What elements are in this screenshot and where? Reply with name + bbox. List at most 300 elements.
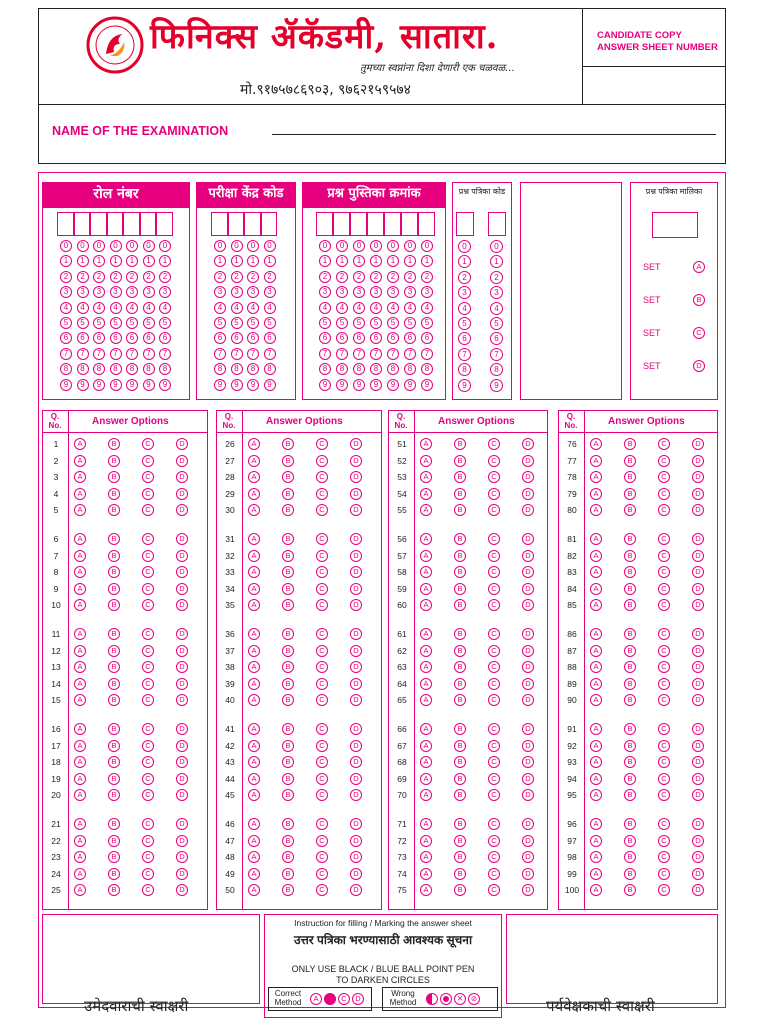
answer-bubble[interactable]: D xyxy=(350,438,362,450)
booklet-digit-bubble[interactable]: 6 xyxy=(353,332,365,344)
answer-bubble[interactable]: A xyxy=(420,645,432,657)
answer-bubble[interactable]: C xyxy=(316,583,328,595)
answer-bubble[interactable]: D xyxy=(350,583,362,595)
center-digit-bubble[interactable]: 7 xyxy=(214,348,226,360)
answer-bubble[interactable]: A xyxy=(248,723,260,735)
answer-bubble[interactable]: D xyxy=(522,723,534,735)
answer-bubble[interactable]: A xyxy=(420,599,432,611)
booklet-digit-bubble[interactable]: 8 xyxy=(404,363,416,375)
answer-bubble[interactable]: D xyxy=(350,471,362,483)
center-digit-bubble[interactable]: 5 xyxy=(231,317,243,329)
answer-bubble[interactable]: D xyxy=(692,740,704,752)
center-digit-bubble[interactable]: 9 xyxy=(214,379,226,391)
center-digit-bubble[interactable]: 9 xyxy=(231,379,243,391)
answer-bubble[interactable]: A xyxy=(74,488,86,500)
answer-bubble[interactable]: B xyxy=(624,471,636,483)
booklet-digit-bubble[interactable]: 5 xyxy=(404,317,416,329)
booklet-digit-bubble[interactable]: 4 xyxy=(353,302,365,314)
answer-bubble[interactable]: A xyxy=(74,835,86,847)
answer-bubble[interactable]: B xyxy=(624,868,636,880)
roll-digit-bubble[interactable]: 6 xyxy=(110,332,122,344)
exam-name-field[interactable] xyxy=(272,134,716,135)
answer-bubble[interactable]: D xyxy=(350,661,362,673)
answer-bubble[interactable]: B xyxy=(624,678,636,690)
paper-code-digit-bubble[interactable]: 2 xyxy=(458,271,471,284)
roll-digit-bubble[interactable]: 7 xyxy=(60,348,72,360)
answer-bubble[interactable]: C xyxy=(142,835,154,847)
roll-digit-bubble[interactable]: 4 xyxy=(159,302,171,314)
roll-digit-bubble[interactable]: 5 xyxy=(126,317,138,329)
answer-bubble[interactable]: C xyxy=(142,884,154,896)
paper-code-digit-bubble[interactable]: 4 xyxy=(490,302,503,315)
answer-bubble[interactable]: C xyxy=(316,740,328,752)
roll-digit-bubble[interactable]: 2 xyxy=(60,271,72,283)
answer-bubble[interactable]: D xyxy=(522,756,534,768)
answer-bubble[interactable]: C xyxy=(658,851,670,863)
booklet-digit-bubble[interactable]: 1 xyxy=(319,255,331,267)
answer-bubble[interactable]: B xyxy=(624,661,636,673)
answer-bubble[interactable]: B xyxy=(624,438,636,450)
answer-bubble[interactable]: A xyxy=(248,645,260,657)
answer-bubble[interactable]: C xyxy=(488,661,500,673)
answer-bubble[interactable]: D xyxy=(692,471,704,483)
answer-bubble[interactable]: C xyxy=(658,678,670,690)
center-digit-bubble[interactable]: 5 xyxy=(214,317,226,329)
answer-bubble[interactable]: C xyxy=(658,740,670,752)
answer-bubble[interactable]: D xyxy=(350,723,362,735)
roll-digit-bubble[interactable]: 6 xyxy=(159,332,171,344)
answer-bubble[interactable]: B xyxy=(454,678,466,690)
answer-bubble[interactable]: B xyxy=(108,661,120,673)
answer-bubble[interactable]: B xyxy=(108,773,120,785)
answer-bubble[interactable]: B xyxy=(624,756,636,768)
paper-code-digit-bubble[interactable]: 9 xyxy=(458,379,471,392)
answer-bubble[interactable]: D xyxy=(176,884,188,896)
answer-bubble[interactable]: C xyxy=(316,488,328,500)
booklet-digit-bubble[interactable]: 4 xyxy=(387,302,399,314)
answer-bubble[interactable]: D xyxy=(176,645,188,657)
booklet-digit-bubble[interactable]: 0 xyxy=(336,240,348,252)
answer-bubble[interactable]: B xyxy=(454,455,466,467)
answer-bubble[interactable]: D xyxy=(522,818,534,830)
answer-bubble[interactable]: B xyxy=(454,773,466,785)
booklet-digit-bubble[interactable]: 5 xyxy=(387,317,399,329)
answer-bubble[interactable]: B xyxy=(454,488,466,500)
roll-digit-bubble[interactable]: 8 xyxy=(110,363,122,375)
answer-bubble[interactable]: C xyxy=(142,455,154,467)
answer-bubble[interactable]: C xyxy=(658,488,670,500)
answer-bubble[interactable]: C xyxy=(316,818,328,830)
paper-code-write-box[interactable] xyxy=(488,212,506,236)
answer-bubble[interactable]: D xyxy=(692,756,704,768)
answer-bubble[interactable]: C xyxy=(488,756,500,768)
answer-bubble[interactable]: C xyxy=(142,851,154,863)
answer-bubble[interactable]: C xyxy=(658,773,670,785)
answer-bubble[interactable]: C xyxy=(488,533,500,545)
answer-bubble[interactable]: C xyxy=(658,835,670,847)
answer-bubble[interactable]: A xyxy=(74,438,86,450)
answer-bubble[interactable]: B xyxy=(108,488,120,500)
answer-bubble[interactable]: C xyxy=(316,884,328,896)
paper-code-digit-bubble[interactable]: 4 xyxy=(458,302,471,315)
answer-bubble[interactable]: A xyxy=(590,884,602,896)
answer-bubble[interactable]: B xyxy=(282,566,294,578)
center-digit-bubble[interactable]: 6 xyxy=(231,332,243,344)
answer-bubble[interactable]: A xyxy=(74,566,86,578)
answer-bubble[interactable]: A xyxy=(74,756,86,768)
answer-bubble[interactable]: B xyxy=(282,678,294,690)
booklet-digit-bubble[interactable]: 3 xyxy=(319,286,331,298)
roll-digit-bubble[interactable]: 5 xyxy=(77,317,89,329)
answer-bubble[interactable]: D xyxy=(350,488,362,500)
roll-digit-bubble[interactable]: 2 xyxy=(110,271,122,283)
center-digit-bubble[interactable]: 9 xyxy=(247,379,259,391)
roll-digit-bubble[interactable]: 9 xyxy=(93,379,105,391)
roll-digit-bubble[interactable]: 4 xyxy=(126,302,138,314)
answer-bubble[interactable]: A xyxy=(420,661,432,673)
roll-digit-bubble[interactable]: 0 xyxy=(60,240,72,252)
booklet-digit-bubble[interactable]: 6 xyxy=(421,332,433,344)
answer-bubble[interactable]: B xyxy=(282,818,294,830)
booklet-write-box[interactable] xyxy=(384,212,401,236)
answer-bubble[interactable]: A xyxy=(420,740,432,752)
answer-bubble[interactable]: A xyxy=(420,835,432,847)
answer-bubble[interactable]: B xyxy=(454,818,466,830)
answer-bubble[interactable]: B xyxy=(108,740,120,752)
series-set-bubble[interactable]: D xyxy=(693,360,705,372)
roll-digit-bubble[interactable]: 1 xyxy=(93,255,105,267)
answer-bubble[interactable]: D xyxy=(522,789,534,801)
answer-bubble[interactable]: B xyxy=(108,723,120,735)
answer-bubble[interactable]: A xyxy=(74,628,86,640)
answer-bubble[interactable]: C xyxy=(658,504,670,516)
answer-bubble[interactable]: A xyxy=(74,471,86,483)
booklet-digit-bubble[interactable]: 0 xyxy=(387,240,399,252)
booklet-digit-bubble[interactable]: 7 xyxy=(319,348,331,360)
answer-bubble[interactable]: A xyxy=(248,789,260,801)
booklet-digit-bubble[interactable]: 4 xyxy=(319,302,331,314)
answer-bubble[interactable]: A xyxy=(590,835,602,847)
answer-bubble[interactable]: D xyxy=(692,455,704,467)
answer-bubble[interactable]: D xyxy=(350,851,362,863)
answer-bubble[interactable]: C xyxy=(316,628,328,640)
answer-bubble[interactable]: B xyxy=(108,694,120,706)
answer-bubble[interactable]: A xyxy=(74,789,86,801)
answer-bubble[interactable]: B xyxy=(624,740,636,752)
answer-bubble[interactable]: D xyxy=(692,723,704,735)
answer-bubble[interactable]: A xyxy=(590,504,602,516)
answer-bubble[interactable]: C xyxy=(488,835,500,847)
answer-bubble[interactable]: C xyxy=(142,756,154,768)
answer-bubble[interactable]: B xyxy=(108,504,120,516)
booklet-digit-bubble[interactable]: 3 xyxy=(370,286,382,298)
answer-bubble[interactable]: D xyxy=(176,835,188,847)
answer-bubble[interactable]: D xyxy=(692,583,704,595)
answer-bubble[interactable]: C xyxy=(142,628,154,640)
answer-bubble[interactable]: C xyxy=(658,789,670,801)
answer-bubble[interactable]: A xyxy=(248,678,260,690)
answer-bubble[interactable]: B xyxy=(624,566,636,578)
answer-bubble[interactable]: D xyxy=(176,851,188,863)
booklet-digit-bubble[interactable]: 7 xyxy=(387,348,399,360)
center-digit-bubble[interactable]: 8 xyxy=(231,363,243,375)
answer-bubble[interactable]: D xyxy=(522,868,534,880)
answer-bubble[interactable]: C xyxy=(316,851,328,863)
booklet-digit-bubble[interactable]: 3 xyxy=(421,286,433,298)
answer-bubble[interactable]: B xyxy=(624,533,636,545)
answer-bubble[interactable]: A xyxy=(74,723,86,735)
answer-bubble[interactable]: C xyxy=(658,438,670,450)
answer-bubble[interactable]: D xyxy=(350,566,362,578)
answer-bubble[interactable]: B xyxy=(624,851,636,863)
answer-bubble[interactable]: B xyxy=(108,455,120,467)
answer-bubble[interactable]: A xyxy=(74,583,86,595)
answer-bubble[interactable]: D xyxy=(522,488,534,500)
paper-code-digit-bubble[interactable]: 5 xyxy=(490,317,503,330)
answer-bubble[interactable]: A xyxy=(420,550,432,562)
answer-bubble[interactable]: B xyxy=(108,583,120,595)
booklet-digit-bubble[interactable]: 6 xyxy=(336,332,348,344)
answer-bubble[interactable]: D xyxy=(522,533,534,545)
answer-bubble[interactable]: B xyxy=(282,504,294,516)
center-digit-bubble[interactable]: 0 xyxy=(247,240,259,252)
answer-bubble[interactable]: B xyxy=(624,835,636,847)
answer-bubble[interactable]: A xyxy=(420,488,432,500)
booklet-digit-bubble[interactable]: 9 xyxy=(387,379,399,391)
answer-bubble[interactable]: C xyxy=(488,599,500,611)
answer-bubble[interactable]: A xyxy=(420,884,432,896)
answer-bubble[interactable]: C xyxy=(658,723,670,735)
paper-code-digit-bubble[interactable]: 6 xyxy=(458,332,471,345)
answer-bubble[interactable]: A xyxy=(248,504,260,516)
answer-bubble[interactable]: D xyxy=(176,661,188,673)
answer-bubble[interactable]: D xyxy=(522,599,534,611)
answer-bubble[interactable]: B xyxy=(282,723,294,735)
center-digit-bubble[interactable]: 8 xyxy=(214,363,226,375)
answer-bubble[interactable]: A xyxy=(248,533,260,545)
answer-bubble[interactable]: D xyxy=(176,471,188,483)
answer-bubble[interactable]: A xyxy=(420,628,432,640)
answer-bubble[interactable]: D xyxy=(176,533,188,545)
answer-bubble[interactable]: A xyxy=(590,818,602,830)
booklet-digit-bubble[interactable]: 7 xyxy=(353,348,365,360)
booklet-digit-bubble[interactable]: 6 xyxy=(387,332,399,344)
answer-bubble[interactable]: B xyxy=(454,868,466,880)
answer-bubble[interactable]: C xyxy=(316,756,328,768)
answer-bubble[interactable]: A xyxy=(248,599,260,611)
answer-bubble[interactable]: C xyxy=(316,694,328,706)
booklet-digit-bubble[interactable]: 1 xyxy=(421,255,433,267)
answer-bubble[interactable]: C xyxy=(316,533,328,545)
roll-digit-bubble[interactable]: 2 xyxy=(159,271,171,283)
roll-digit-bubble[interactable]: 9 xyxy=(77,379,89,391)
answer-bubble[interactable]: C xyxy=(658,550,670,562)
answer-bubble[interactable]: C xyxy=(142,818,154,830)
roll-digit-bubble[interactable]: 4 xyxy=(143,302,155,314)
answer-bubble[interactable]: C xyxy=(658,694,670,706)
answer-bubble[interactable]: C xyxy=(488,566,500,578)
roll-digit-bubble[interactable]: 5 xyxy=(110,317,122,329)
answer-bubble[interactable]: D xyxy=(350,694,362,706)
roll-digit-bubble[interactable]: 5 xyxy=(143,317,155,329)
roll-digit-bubble[interactable]: 1 xyxy=(126,255,138,267)
answer-bubble[interactable]: C xyxy=(488,851,500,863)
answer-bubble[interactable]: B xyxy=(454,566,466,578)
center-digit-bubble[interactable]: 6 xyxy=(247,332,259,344)
roll-digit-bubble[interactable]: 8 xyxy=(159,363,171,375)
answer-bubble[interactable]: A xyxy=(74,678,86,690)
answer-bubble[interactable]: B xyxy=(108,835,120,847)
booklet-digit-bubble[interactable]: 3 xyxy=(387,286,399,298)
answer-bubble[interactable]: A xyxy=(74,550,86,562)
center-digit-bubble[interactable]: 0 xyxy=(264,240,276,252)
answer-bubble[interactable]: B xyxy=(624,645,636,657)
center-digit-bubble[interactable]: 4 xyxy=(264,302,276,314)
answer-bubble[interactable]: D xyxy=(522,504,534,516)
booklet-digit-bubble[interactable]: 9 xyxy=(421,379,433,391)
answer-bubble[interactable]: A xyxy=(590,678,602,690)
center-digit-bubble[interactable]: 2 xyxy=(214,271,226,283)
answer-bubble[interactable]: C xyxy=(316,645,328,657)
answer-bubble[interactable]: B xyxy=(282,661,294,673)
answer-bubble[interactable]: D xyxy=(176,723,188,735)
answer-bubble[interactable]: A xyxy=(420,533,432,545)
answer-bubble[interactable]: C xyxy=(488,583,500,595)
answer-bubble[interactable]: A xyxy=(590,694,602,706)
answer-bubble[interactable]: C xyxy=(142,599,154,611)
roll-digit-bubble[interactable]: 8 xyxy=(126,363,138,375)
roll-digit-bubble[interactable]: 9 xyxy=(159,379,171,391)
roll-digit-bubble[interactable]: 5 xyxy=(93,317,105,329)
answer-bubble[interactable]: B xyxy=(624,488,636,500)
paper-code-digit-bubble[interactable]: 7 xyxy=(490,348,503,361)
answer-bubble[interactable]: D xyxy=(350,628,362,640)
answer-bubble[interactable]: B xyxy=(282,740,294,752)
paper-code-digit-bubble[interactable]: 8 xyxy=(490,363,503,376)
booklet-digit-bubble[interactable]: 9 xyxy=(336,379,348,391)
answer-bubble[interactable]: D xyxy=(692,868,704,880)
answer-bubble[interactable]: C xyxy=(142,789,154,801)
answer-bubble[interactable]: C xyxy=(658,628,670,640)
answer-bubble[interactable]: A xyxy=(590,566,602,578)
paper-code-digit-bubble[interactable]: 1 xyxy=(490,255,503,268)
answer-bubble[interactable]: D xyxy=(176,756,188,768)
answer-bubble[interactable]: A xyxy=(248,818,260,830)
answer-bubble[interactable]: D xyxy=(350,599,362,611)
roll-digit-bubble[interactable]: 3 xyxy=(93,286,105,298)
roll-digit-bubble[interactable]: 7 xyxy=(143,348,155,360)
roll-digit-bubble[interactable]: 7 xyxy=(110,348,122,360)
answer-bubble[interactable]: D xyxy=(350,645,362,657)
center-digit-bubble[interactable]: 7 xyxy=(247,348,259,360)
supervisor-signature-box[interactable] xyxy=(506,914,718,1004)
answer-bubble[interactable]: D xyxy=(522,645,534,657)
answer-bubble[interactable]: A xyxy=(590,438,602,450)
answer-bubble[interactable]: D xyxy=(176,868,188,880)
answer-bubble[interactable]: B xyxy=(454,789,466,801)
booklet-write-box[interactable] xyxy=(350,212,367,236)
center-digit-bubble[interactable]: 3 xyxy=(247,286,259,298)
answer-bubble[interactable]: C xyxy=(142,583,154,595)
answer-bubble[interactable]: C xyxy=(488,504,500,516)
answer-bubble[interactable]: D xyxy=(176,818,188,830)
answer-bubble[interactable]: D xyxy=(176,678,188,690)
answer-bubble[interactable]: B xyxy=(108,533,120,545)
answer-bubble[interactable]: A xyxy=(590,868,602,880)
center-digit-bubble[interactable]: 6 xyxy=(264,332,276,344)
booklet-digit-bubble[interactable]: 4 xyxy=(421,302,433,314)
answer-bubble[interactable]: B xyxy=(454,583,466,595)
answer-bubble[interactable]: A xyxy=(590,723,602,735)
answer-bubble[interactable]: D xyxy=(692,694,704,706)
answer-bubble[interactable]: D xyxy=(350,678,362,690)
roll-digit-bubble[interactable]: 3 xyxy=(77,286,89,298)
answer-bubble[interactable]: C xyxy=(142,645,154,657)
answer-bubble[interactable]: B xyxy=(108,566,120,578)
booklet-write-box[interactable] xyxy=(401,212,418,236)
answer-bubble[interactable]: D xyxy=(522,835,534,847)
answer-bubble[interactable]: A xyxy=(248,488,260,500)
booklet-digit-bubble[interactable]: 9 xyxy=(319,379,331,391)
answer-bubble[interactable]: C xyxy=(488,884,500,896)
answer-bubble[interactable]: A xyxy=(420,583,432,595)
answer-bubble[interactable]: D xyxy=(522,678,534,690)
answer-bubble[interactable]: D xyxy=(522,773,534,785)
answer-bubble[interactable]: D xyxy=(350,789,362,801)
answer-bubble[interactable]: C xyxy=(142,723,154,735)
paper-code-digit-bubble[interactable]: 1 xyxy=(458,255,471,268)
booklet-digit-bubble[interactable]: 8 xyxy=(319,363,331,375)
answer-bubble[interactable]: B xyxy=(108,628,120,640)
answer-bubble[interactable]: A xyxy=(590,599,602,611)
answer-bubble[interactable]: D xyxy=(176,628,188,640)
answer-bubble[interactable]: D xyxy=(176,566,188,578)
answer-bubble[interactable]: C xyxy=(488,438,500,450)
booklet-write-box[interactable] xyxy=(316,212,333,236)
answer-bubble[interactable]: C xyxy=(142,773,154,785)
answer-bubble[interactable]: B xyxy=(108,884,120,896)
answer-bubble[interactable]: A xyxy=(420,868,432,880)
center-write-box[interactable] xyxy=(211,212,228,236)
answer-bubble[interactable]: D xyxy=(522,628,534,640)
answer-bubble[interactable]: B xyxy=(454,835,466,847)
roll-digit-bubble[interactable]: 8 xyxy=(93,363,105,375)
booklet-digit-bubble[interactable]: 8 xyxy=(353,363,365,375)
answer-bubble[interactable]: A xyxy=(74,661,86,673)
answer-bubble[interactable]: B xyxy=(282,756,294,768)
answer-bubble[interactable]: C xyxy=(142,661,154,673)
answer-bubble[interactable]: C xyxy=(658,661,670,673)
roll-digit-bubble[interactable]: 6 xyxy=(93,332,105,344)
roll-digit-bubble[interactable]: 2 xyxy=(126,271,138,283)
answer-bubble[interactable]: D xyxy=(692,628,704,640)
roll-digit-bubble[interactable]: 0 xyxy=(77,240,89,252)
roll-digit-bubble[interactable]: 0 xyxy=(93,240,105,252)
answer-bubble[interactable]: C xyxy=(488,694,500,706)
answer-bubble[interactable]: C xyxy=(316,504,328,516)
roll-digit-bubble[interactable]: 2 xyxy=(143,271,155,283)
answer-bubble[interactable]: C xyxy=(316,773,328,785)
answer-bubble[interactable]: D xyxy=(692,533,704,545)
answer-bubble[interactable]: C xyxy=(316,789,328,801)
answer-bubble[interactable]: A xyxy=(590,550,602,562)
center-digit-bubble[interactable]: 2 xyxy=(264,271,276,283)
answer-bubble[interactable]: C xyxy=(316,455,328,467)
answer-bubble[interactable]: A xyxy=(590,789,602,801)
answer-bubble[interactable]: D xyxy=(692,851,704,863)
roll-digit-bubble[interactable]: 9 xyxy=(143,379,155,391)
answer-bubble[interactable]: A xyxy=(248,740,260,752)
